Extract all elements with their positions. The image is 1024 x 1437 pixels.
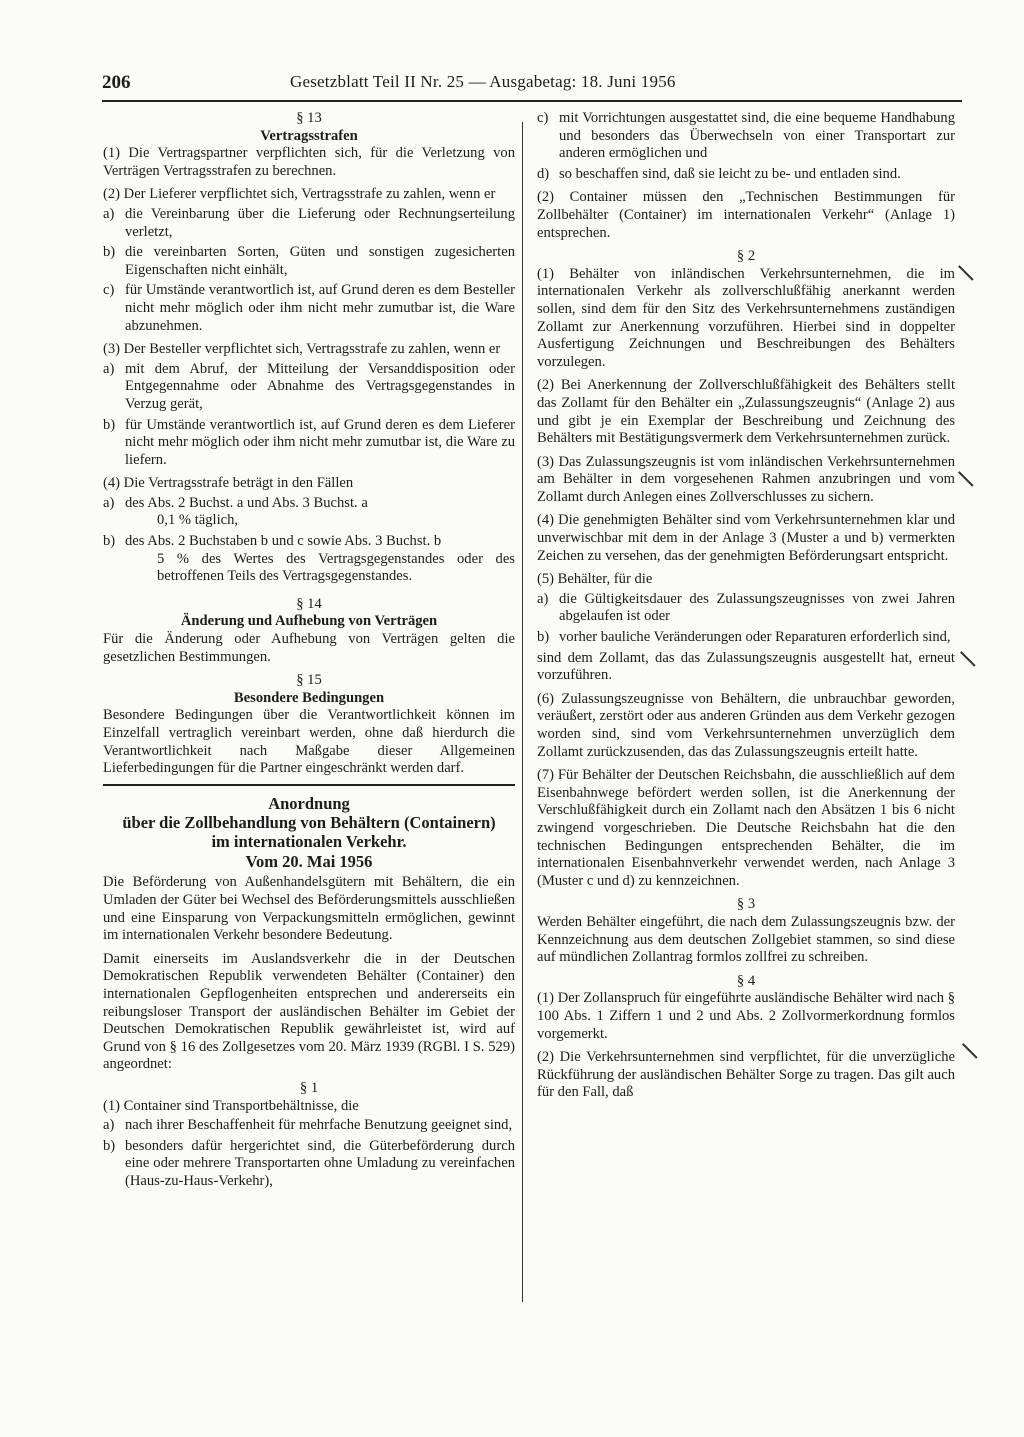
section-15-text: Besondere Bedingungen über die Verantwortlichkeit können im Einzelfall vertraglich vereinbart werden, ohne daß hierdurch die Verantwortlichkeit nach Maßgabe dieser Allgemeinen Lieferbedingungen für die Partner eingeschränkt werden darf.	[103, 707, 515, 777]
anordnung-intro-1: Die Beförderung von Außenhandelsgütern mit Behältern, die ein Umladen der Güter bei Wechsel des Beförderungsmittels ausschließen und eine Einsparung von Verpackungsmitteln ermöglichen, gewinnt im internationalen Verkehr besondere Bedeutung.	[103, 874, 515, 944]
section-14-title: Änderung und Aufhebung von Verträgen	[180, 613, 438, 630]
section-1-paragraph-1: (1) Container sind Transportbehältnisse, die	[103, 1097, 359, 1114]
section-4-paragraph-1: (1) Der Zollanspruch für eingeführte ausländische Behälter wird nach § 100 Abs. 1 Ziffern 1 und 2 und Abs. 2 Zollvormerkordnung formlos vorgemerkt.	[537, 990, 955, 1042]
list-item: a) die Gültigkeitsdauer des Zulassungszeugnisses von zwei Jahren abgelaufen ist oder	[537, 590, 955, 625]
anordnung-title: Anordnung	[268, 793, 350, 813]
margin-mark	[962, 1043, 977, 1058]
list-item: b) die vereinbarten Sorten, Güten und sonstigen zugesicherten Eigenschaften nicht einhält,	[103, 244, 515, 278]
header-title: Gesetzblatt Teil II Nr. 25 — Ausgabetag: 18. Juni 1956	[290, 72, 676, 91]
section-2-paragraph-5: (5) Behälter, für die	[537, 571, 653, 588]
column-divider	[522, 122, 523, 1302]
section-2-paragraph-2: (2) Bei Anerkennung der Zollverschlußfähigkeit des Behälters stellt das Zollamt für den Behälter ein „Zulassungszeugnis“ (Anlage 2) aus und gibt je ein Exemplar der Beschreibung und Zeichnung des Behälters mit Bestätigungsvermerk dem Verkehrsunternehmen zurück.	[537, 377, 955, 447]
list-item: a) nach ihrer Beschaffenheit für mehrfache Benutzung geeignet sind,	[103, 1117, 513, 1134]
list-item: b) besonders dafür hergerichtet sind, die Güterbeförderung durch eine oder mehrere Transportarten ohne Umladung zu vereinfachen (Haus-zu-Haus-Verkehr),	[103, 1137, 515, 1189]
section-separator	[103, 784, 515, 786]
section-4-paragraph-2: (2) Die Verkehrsunternehmen sind verpflichtet, für die unverzügliche Rückführung der ausländischen Behälter Sorge zu tragen. Das gilt auch für den Fall, daß	[537, 1049, 955, 1101]
section-2-paragraph-4: (4) Die genehmigten Behälter sind vom Verkehrsunternehmen klar und unverwischbar mit dem in der Anlage 3 (Muster a und b) vermerkten Zeichen zu versehen, das der genehmigten Beförderungsart entspricht.	[537, 512, 955, 564]
list-item: a) die Vereinbarung über die Lieferung oder Rechnungserteilung verletzt,	[103, 205, 515, 240]
section-3-number: § 3	[736, 896, 756, 913]
section-13-number: § 13	[296, 110, 322, 126]
margin-mark	[958, 265, 973, 280]
section-15-title: Besondere Bedingungen	[233, 689, 385, 706]
section-13-paragraph-1: (1) Die Vertragspartner verpflichten sich, für die Verletzung von Verträgen Vertragsstrafen zu berechnen.	[103, 145, 515, 179]
right-column	[537, 110, 955, 1108]
section-2-paragraph-1: (1) Behälter von inländischen Verkehrsunternehmen, die im internationalen Verkehr als zollverschlußfähig anerkannt werden sollen, sind dem für den Sitz des Verkehrsunternehmens zuständigen Zollamt zur Anerkennung vorzuführen. Hierbei sind in doppelter Ausfertigung Zeichnungen und Beschreibungen des Behälters vorzulegen.	[537, 265, 955, 370]
section-13-title: Vertragsstrafen	[260, 127, 358, 144]
left-column	[103, 110, 515, 1193]
margin-mark	[960, 651, 975, 666]
section-2-number: § 2	[736, 248, 756, 265]
section-13-paragraph-2: (2) Der Lieferer verpflichtet sich, Vertragsstrafe zu zahlen, wenn er	[103, 186, 496, 203]
list-item: a) mit dem Abruf, der Mitteilung der Versanddisposition oder Entgegennahme oder Abnahme des Vertragsgegenstandes in Verzug gerät,	[103, 360, 515, 412]
margin-mark	[958, 471, 973, 486]
list-item: c) für Umstände verantwortlich ist, auf Grund deren es dem Besteller nicht mehr möglich oder ihm nicht mehr zumutbar ist, die Ware abzunehmen.	[103, 282, 515, 334]
list-item: b) vorher bauliche Veränderungen oder Reparaturen erforderlich sind,	[537, 629, 951, 646]
page-header	[102, 72, 962, 102]
anordnung-date: Vom 20. Mai 1956	[245, 851, 373, 871]
section-2-paragraph-3: (3) Das Zulassungszeugnis ist vom inländischen Verkehrsunternehmen am Behälter in dem vorgesehenen Rahmen anzubringen und vom Zollamt durch Anlegen eines Zollverschlusses zu sichern.	[537, 453, 955, 505]
rate-b: 5 % des Wertes des Vertragsgegenstandes oder des betroffenen Teils des Vertragsgegenstandes.	[157, 550, 515, 585]
section-2-paragraph-7: (7) Für Behälter der Deutschen Reichsbahn, die ausschließlich auf dem Eisenbahnwege befördert werden sollen, ist die Anerkennung der Verschlußfähigkeit durch ein Zollamt nach den Absätzen 1 bis 6 nicht zwingend vorgeschrieben. Die Deutsche Reichsbahn hat die den technischen Bedingungen entsprechenden Behälter, die im internationalen Eisenbahnverkehr verwendet werden, nach Anlage 3 (Muster c und d) zu kennzeichnen.	[537, 767, 955, 889]
header-rule	[102, 100, 962, 102]
list-item: b) des Abs. 2 Buchstaben b und c sowie Abs. 3 Buchst. b	[103, 533, 442, 550]
section-2-paragraph-6: (6) Zulassungszeugnisse von Behältern, die unbrauchbar geworden, veräußert, zerstört oder aus anderen Gründen aus dem Verkehr gezogen worden sind, sind vom Verkehrsunternehmen unverzüglich dem Zollamt zurückzusenden, das das Zulassungszeugnis erteilt hatte.	[537, 690, 955, 760]
rate-a: 0,1 % täglich,	[157, 512, 239, 529]
anordnung-subtitle-2: im internationalen Verkehr.	[211, 831, 407, 851]
section-15-number: § 15	[296, 672, 322, 689]
page-number: 206	[102, 72, 131, 93]
anordnung-intro-2: Damit einerseits im Auslandsverkehr die in der Deutschen Demokratischen Republik verwendeten Behälter (Container) den internationalen Gepflogenheiten entsprechen und andererseits ein reibungsloser Transport der ausländischen Behälter im Gebiet der Deutschen Demokratischen Republik gewährleistet ist, wird auf Grund von § 16 des Zollgesetzes vom 20. März 1939 (RGBl. I S. 529) angeordnet:	[103, 950, 515, 1073]
section-14-number: § 14	[296, 595, 322, 612]
section-1-number: § 1	[299, 1079, 319, 1096]
list-item: a) des Abs. 2 Buchst. a und Abs. 3 Buchst. a	[103, 494, 368, 511]
section-1-paragraph-2: (2) Container müssen den „Technischen Bestimmungen für Zollbehälter (Container) im internationalen Verkehr“ (Anlage 1) entsprechen.	[537, 189, 955, 241]
list-item: d) so beschaffen sind, daß sie leicht zu be- und entladen sind.	[537, 165, 901, 182]
list-item: b) für Umstände verantwortlich ist, auf Grund deren es dem Lieferer nicht mehr möglich oder ihm nicht mehr zumutbar ist, die Ware zu liefern.	[103, 416, 515, 468]
anordnung-subtitle: über die Zollbehandlung von Behältern (Containern)	[122, 812, 496, 832]
section-4-number: § 4	[736, 972, 756, 989]
section-13-paragraph-4: (4) Die Vertragsstrafe beträgt in den Fällen	[103, 475, 354, 492]
section-2-paragraph-5-end: sind dem Zollamt, das das Zulassungszeugnis ausgestellt hat, erneut vorzuführen.	[537, 649, 955, 684]
section-13-paragraph-3: (3) Der Besteller verpflichtet sich, Vertragsstrafe zu zahlen, wenn er	[103, 341, 501, 358]
section-14-text: Für die Änderung oder Aufhebung von Verträgen gelten die gesetzlichen Bestimmungen.	[103, 631, 515, 665]
section-3-text: Werden Behälter eingeführt, die nach dem Zulassungszeugnis bzw. der Kennzeichnung aus dem deutschen Zollgebiet stammen, so sind diese auf mündlichen Zollantrag formlos zollfrei zu schreiben.	[537, 913, 955, 966]
list-item: c) mit Vorrichtungen ausgestattet sind, die eine bequeme Handhabung und besonders das Überwechseln von einer Transportart zur anderen ermöglichen und	[537, 110, 955, 162]
